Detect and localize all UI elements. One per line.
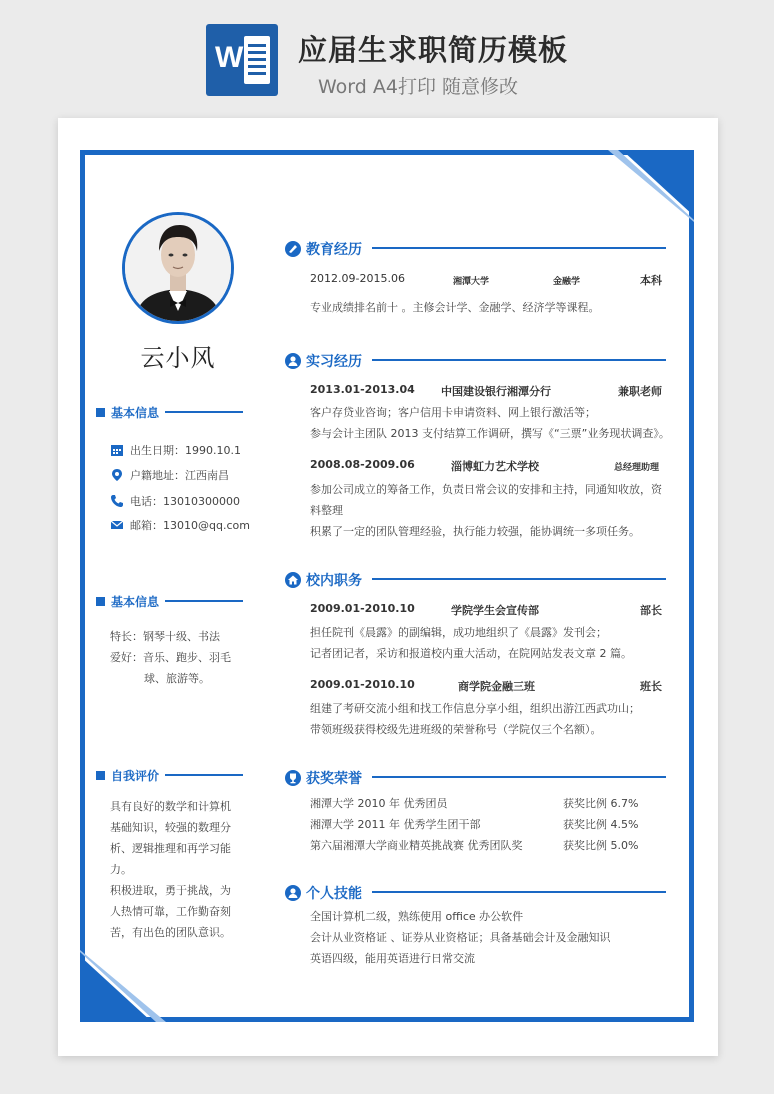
section-title-basic-info: 基本信息 (96, 402, 243, 422)
hobbies-line-1: 特长：钢琴十级、书法 (110, 630, 220, 643)
campus-org: 学院学生会宣传部 (451, 604, 539, 617)
square-bullet-icon (96, 597, 105, 606)
phone-row: 电话：13010300000 (110, 493, 240, 509)
section-title-campus: 校内职务 (284, 569, 362, 591)
page-title: 应届生求职简历模板 (298, 33, 569, 67)
campus-role: 班长 (640, 680, 662, 693)
mail-icon (110, 518, 124, 532)
skill-line: 全国计算机二级，熟练使用 office 办公软件 (310, 910, 524, 923)
campus-line: 担任院刊《晨露》的副编辑，成功地组织了《晨露》发刊会； (310, 626, 607, 639)
education-entry-header (310, 272, 662, 288)
internship-date: 2013.01-2013.04 (310, 383, 415, 396)
birth-date-row: 出生日期：1990.10.1 (110, 442, 241, 458)
section-title-awards: 获奖荣誉 (284, 767, 362, 789)
page-header (0, 0, 774, 112)
internship-role: 兼职老师 (618, 385, 662, 398)
internship-org: 淄博虹力艺术学校 (451, 460, 539, 473)
self-eval-line: 苦，有出色的团队意识。 (110, 926, 231, 939)
word-logo-icon: W (206, 24, 278, 96)
campus-line: 带领班级获得校级先进班级的荣誉称号（学院仅三个名额）。 (310, 723, 602, 736)
education-major: 金融学 (553, 277, 581, 287)
internship-line: 积累了一定的团队管理经验，执行能力较强，能协调统一多项任务。 (310, 525, 640, 538)
self-eval-line: 具有良好的数学和计算机 (110, 800, 231, 813)
section-divider (372, 776, 666, 778)
section-divider (372, 578, 666, 580)
award-row (310, 816, 640, 836)
education-date: 2012.09-2015.06 (310, 272, 405, 285)
campus-role: 部长 (640, 604, 662, 617)
campus-line: 组建了考研交流小组和找工作信息分享小组，组织出游江西武功山； (310, 702, 640, 715)
square-bullet-icon (96, 771, 105, 780)
home-icon (284, 571, 302, 589)
internship-line: 料整理 (310, 504, 343, 517)
campus-date: 2009.01-2010.10 (310, 602, 415, 615)
internship-line: 参加公司成立的筹备工作，负责日常会议的安排和主持，同通知收放，资 (310, 483, 662, 496)
corner-decoration-top-right (602, 150, 694, 222)
award-ratio: 获奖比例 4.5% (563, 818, 639, 831)
section-title-education: 教育经历 (284, 238, 362, 260)
self-eval-line: 积极进取，勇于挑战，为 (110, 884, 231, 897)
internship-entry-header (310, 458, 662, 474)
award-row (310, 795, 640, 815)
education-degree: 本科 (640, 274, 662, 287)
phone-icon (110, 494, 124, 508)
campus-date: 2009.01-2010.10 (310, 678, 415, 691)
person-icon (284, 352, 302, 370)
award-name: 湘潭大学 2010 年 优秀团员 (310, 797, 448, 810)
section-divider (372, 891, 666, 893)
internship-date: 2008.08-2009.06 (310, 458, 415, 471)
trophy-icon (284, 769, 302, 787)
campus-entry-header (310, 602, 662, 618)
award-name: 第六届湘潭大学商业精英挑战赛 优秀团队奖 (310, 839, 523, 852)
internship-entry-header (310, 383, 662, 399)
section-title-hobbies: 基本信息 (96, 591, 243, 611)
education-school: 湘潭大学 (453, 277, 490, 287)
page-subtitle: Word A4打印 随意修改 (318, 76, 519, 98)
square-bullet-icon (96, 408, 105, 417)
education-description: 专业成绩排名前十 。主修会计学、金融学、经济学等课程。 (310, 301, 600, 314)
section-divider (372, 247, 666, 249)
calendar-icon (110, 443, 124, 457)
campus-line: 记者团记者，采访和报道校内重大活动，在院网站发表文章 2 篇。 (310, 647, 632, 660)
section-divider (372, 359, 666, 361)
hobbies-line-2: 爱好：音乐、跑步、羽毛 (110, 651, 231, 664)
corner-decoration-bottom-left (80, 950, 172, 1022)
award-name: 湘潭大学 2011 年 优秀学生团干部 (310, 818, 481, 831)
campus-entry-header (310, 678, 662, 694)
award-ratio: 获奖比例 6.7% (563, 797, 639, 810)
location-pin-icon (110, 468, 124, 482)
hometown-row: 户籍地址：江西南昌 (110, 467, 229, 483)
section-title-self-eval: 自我评价 (96, 765, 243, 785)
self-eval-line: 力。 (110, 863, 132, 876)
skill-line: 会计从业资格证 、证券从业资格证；具备基础会计及金融知识 (310, 931, 611, 944)
internship-line: 客户存贷业咨询；客户信用卡申请资料、网上银行激活等； (310, 406, 596, 419)
award-ratio: 获奖比例 5.0% (563, 839, 639, 852)
internship-role: 总经理助理 (614, 463, 660, 473)
person-icon (284, 884, 302, 902)
section-title-internship: 实习经历 (284, 350, 362, 372)
self-eval-line: 基础知识，较强的数理分 (110, 821, 231, 834)
campus-org: 商学院金融三班 (458, 680, 535, 693)
self-eval-line: 析、逻辑推理和再学习能 (110, 842, 231, 855)
avatar (122, 212, 234, 324)
self-eval-line: 人热情可靠，工作勤奋刻 (110, 905, 231, 918)
internship-org: 中国建设银行湘潭分行 (441, 385, 551, 398)
candidate-name: 云小风 (140, 344, 216, 372)
hobbies-line-3: 球、旅游等。 (144, 672, 210, 685)
internship-line: 参与会计主团队 2013 支付结算工作调研，撰写《“三票”业务现状调查》。 (310, 427, 670, 440)
email-row: 邮箱：13010@qq.com (110, 517, 250, 533)
section-title-skills: 个人技能 (284, 882, 362, 904)
award-row (310, 837, 640, 857)
skill-line: 英语四级，能用英语进行日常交流 (310, 952, 475, 965)
education-icon (284, 240, 302, 258)
